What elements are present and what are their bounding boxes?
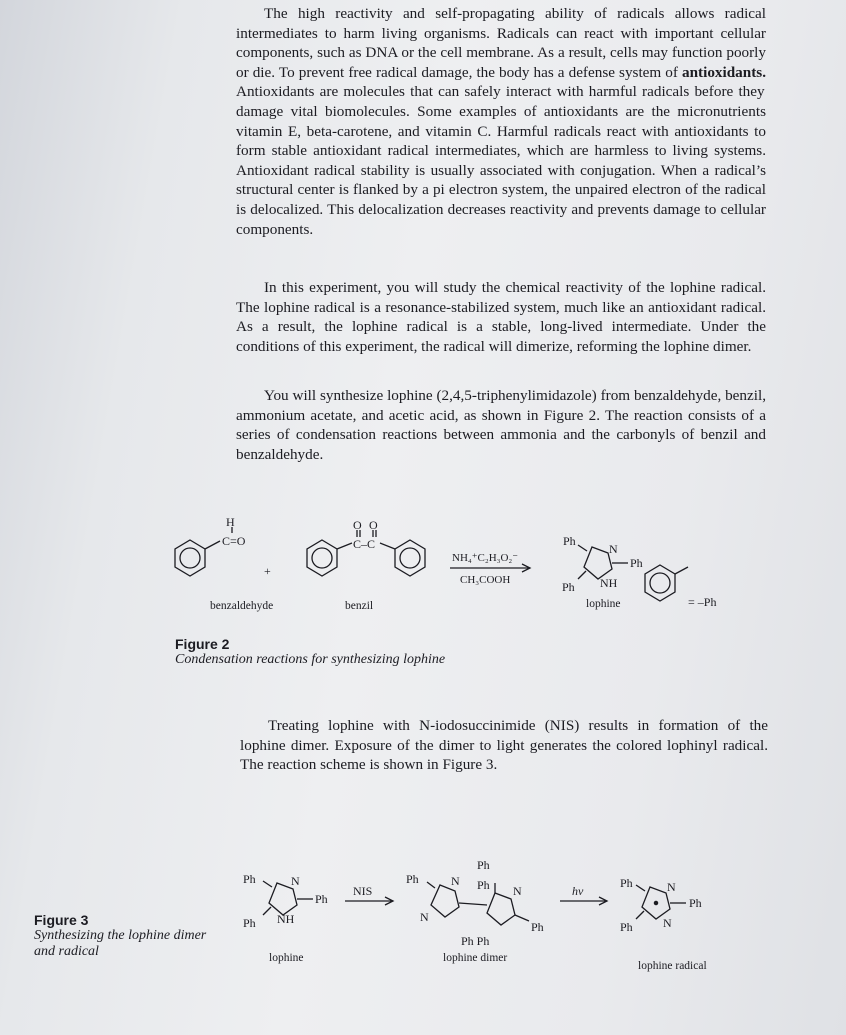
figure3-caption-line2: and radical xyxy=(34,944,99,959)
label-lophine: lophine xyxy=(269,952,304,964)
label-Ph: Ph xyxy=(620,920,633,934)
figure2-scheme xyxy=(160,505,840,620)
reagent-ammonium-acetate: NH₄⁺C₂H₃O₂⁻ xyxy=(452,552,519,564)
label-Ph: Ph xyxy=(562,580,575,594)
figure2-caption-block xyxy=(175,636,445,668)
paragraph-text: The high reactivity and self-propagating ability of radicals allows radical intermediates to harm living organisms. Radicals can react with important cellular components, such as DNA or the cell membrane. As a result, cells may function poorly or die. To prevent free radical damage, the body has a defense system of xyxy=(236,5,766,81)
label-Ph: Ph xyxy=(630,556,643,570)
label-benzaldehyde: benzaldehyde xyxy=(210,600,274,612)
label-hv: hν xyxy=(572,884,584,898)
label-N: N xyxy=(609,542,618,556)
paragraph-synthesis xyxy=(236,386,766,464)
label-NH: NH xyxy=(600,576,618,590)
bold-term-antioxidants: antioxidants. xyxy=(682,63,766,81)
label-nis: NIS xyxy=(353,884,373,898)
label-ph-legend: = –Ph xyxy=(688,595,717,609)
paragraph-experiment xyxy=(236,278,766,356)
paragraph-nis xyxy=(240,716,768,775)
label-Ph: Ph xyxy=(406,872,419,886)
label-Ph: Ph xyxy=(243,916,256,930)
paragraph-text: You will synthesize lophine (2,4,5-triphenylimidazole) from benzaldehyde, benzil, ammonium acetate, and acetic acid, as shown in Figure 2. The reaction consists of a series of condensation reactions between ammonia and the carbonyls of benzil and benzaldehyde. xyxy=(236,387,766,463)
label-Ph: Ph xyxy=(563,534,576,548)
label-O: O xyxy=(353,518,362,532)
label-lophine-radical: lophine radical xyxy=(638,960,707,972)
label-PhPh: Ph Ph xyxy=(461,934,490,948)
label-H: H xyxy=(226,515,235,529)
label-N: N xyxy=(291,874,300,888)
label-N: N xyxy=(513,884,522,898)
label-plus: + xyxy=(264,564,271,578)
label-Ph: Ph xyxy=(620,876,633,890)
label-NH: NH xyxy=(277,912,295,926)
label-Ph: Ph xyxy=(477,858,490,872)
paragraph-text: In this experiment, you will study the chemical reactivity of the lophine radical. The lophine radical is a resonance-stabilized system, much like an antioxidant radical. As a result, the lophine radical is a stable, long-lived intermediate. Under the conditions of this experiment, the radical will dimerize, reforming the lophine dimer. xyxy=(236,279,766,355)
imidazole-ring xyxy=(431,885,459,917)
imidazole-ring xyxy=(584,547,612,579)
reagent-acetic-acid: CH₃COOH xyxy=(460,574,511,586)
label-N: N xyxy=(451,874,460,888)
paragraph-text: Treating lophine with N-iodosuccinimide (NIS) results in formation of the lophine dimer. Exposure of the dimer to light generates the colored lophinyl radical. The reaction scheme is shown in Figure 3. xyxy=(240,717,768,774)
figure2-caption: Condensation reactions for synthesizing lophine xyxy=(175,652,446,667)
label-benzil: benzil xyxy=(345,600,374,612)
label-CC: C–C xyxy=(353,537,376,551)
figure3-caption-line1: Synthesizing the lophine dimer xyxy=(34,928,207,943)
label-O: O xyxy=(369,518,378,532)
label-N: N xyxy=(663,916,672,930)
label-lophine-dimer: lophine dimer xyxy=(443,952,508,964)
figure2-title: Figure 2 xyxy=(175,636,230,652)
label-Ph: Ph xyxy=(689,896,702,910)
imidazole-ring xyxy=(487,893,515,925)
label-Ph: Ph xyxy=(315,892,328,906)
label-Ph: Ph xyxy=(243,872,256,886)
label-Ph: Ph xyxy=(477,878,490,892)
figure3-title: Figure 3 xyxy=(34,912,89,928)
figure3-scheme xyxy=(215,855,735,980)
label-Ph: Ph xyxy=(531,920,544,934)
figure3-caption-block xyxy=(34,912,206,960)
label-N: N xyxy=(420,910,429,924)
label-N: N xyxy=(667,880,676,894)
paragraph-radicals xyxy=(236,4,766,239)
label-lophine: lophine xyxy=(586,598,621,610)
paragraph-text: Antioxidants are molecules that can safely interact with harmful radicals before they damage vital biomolecules. Some examples of antioxidants are the micronutrients vitamin E, beta-carotene, and vitamin C. Harmful radicals react with antioxidants to form stable antioxidant radical intermediates, which are harmless to living systems. Antioxidant radical stability is usually associated with conjugation. When a radical’s structural center is flanked by a pi electron system, the unpaired electron of the radical is delocalized. This delocalization decreases reactivity and prevents damage to cellular components. xyxy=(236,83,766,238)
label-CO: C=O xyxy=(222,534,246,548)
